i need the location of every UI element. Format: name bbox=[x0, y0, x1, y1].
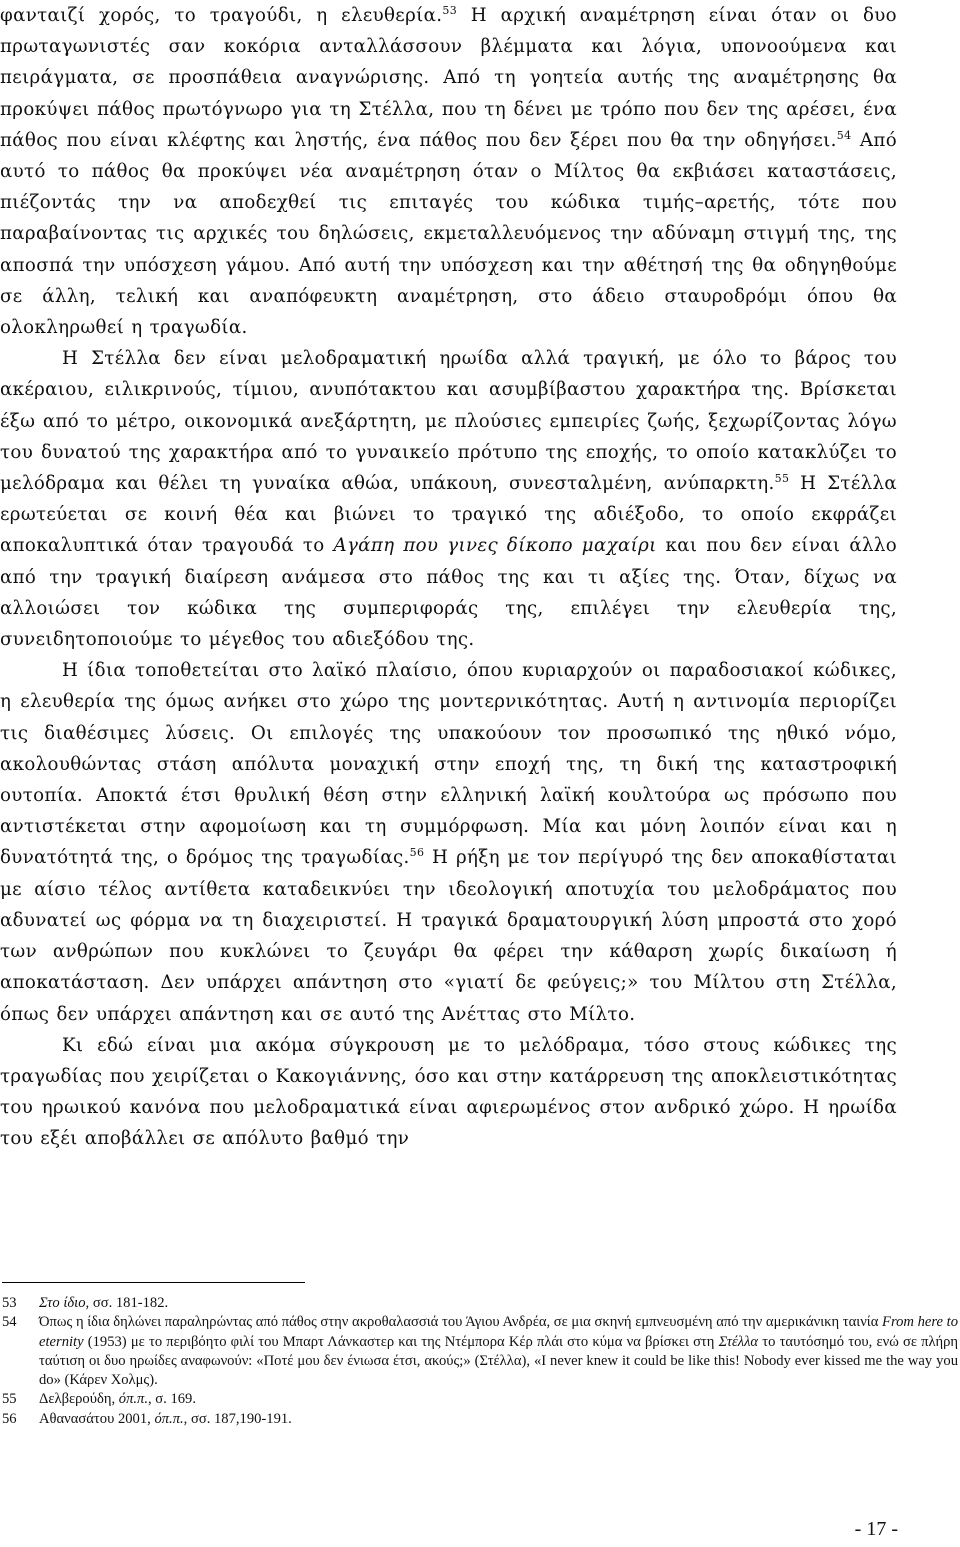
footnote-divider bbox=[2, 1282, 305, 1283]
footnote bbox=[0, 1390, 958, 1409]
footnote-text bbox=[39, 1410, 958, 1429]
text-run: , σσ. 187,190-191. bbox=[183, 1410, 292, 1427]
footnote-number: 56 bbox=[2, 1410, 17, 1427]
text-run: Κι εδώ είναι μια ακόμα σύγκρουση με το μελόδραμα, τόσο στους κώδικες της τραγωδίας που χειρίζεται ο Κακογιάννης, όσο και στην κατάρρευση της αποκλειστικότητας του ηρωικού κανόνα που μελοδραματικά είναι αφιερωμένος στον ανδρικό χώρο. Η ηρωίδα του εξέι αποβάλλει σε απόλυτο βαθμό την bbox=[0, 1034, 897, 1150]
footnote-number: 55 bbox=[2, 1391, 17, 1408]
italic-text: From here to eternity bbox=[39, 1314, 958, 1350]
footnote-number: 53 bbox=[2, 1295, 17, 1311]
footnote-ref: 54 bbox=[836, 128, 852, 142]
italic-text: Στο ίδιο bbox=[39, 1295, 86, 1311]
text-run: Η Στέλλα δεν είναι μελοδραματική ηρωίδα αλλά τραγική, με όλο το βάρος του ακέραιου, ειλικρινούς, τίμιου, ανυπότακτου και ασυμβίβαστου χαρακτήρα της. Βρίσκεται έξω από το μέτρο, οικονομικά ανεξάρτητη, με πλούσιες εμπειρίες ζωής, ξεχωρίζοντας λόγω του δυνατού της χαρακτήρα από το γυναικείο πρότυπο της εποχής, το οποίο κατακλύζει το μελόδραμα και θέλει τη γυναίκα αθώα, υπάκουη, συνεσταλμένη, ανύπαρκτη. bbox=[0, 348, 897, 495]
text-run: , σ. 169. bbox=[147, 1391, 196, 1408]
paragraph bbox=[0, 0, 897, 343]
paragraph bbox=[0, 655, 897, 1029]
italic-text: όπ.π. bbox=[118, 1391, 148, 1408]
footnote-ref: 55 bbox=[774, 472, 790, 486]
text-run: Δελβερούδη, bbox=[39, 1391, 119, 1408]
footnote-number: 54 bbox=[2, 1314, 17, 1331]
text-run: Από αυτό το πάθος θα προκύψει νέα αναμέτρηση όταν ο Μίλτος θα εκβιάσει καταστάσεις, πιέζοντάς την να αποδεχθεί τις επιταγές του κώδικα τιμής–αρετής, τότε που παραβαίνοντας τις αρχικές του δηλώσεις, εκμεταλλευόμενος την αδύναμη στιγμή της, της αποσπά την υπόσχεση γάμου. Από αυτή την υπόσχεση και την αθέτησή της θα οδηγηθούμε σε άλλη, τελική και αναπόφευκτη αναμέτρηση, στο άδειο σταυροδρόμι όπου θα ολοκληρωθεί η τραγωδία. bbox=[0, 129, 897, 339]
text-run: (1953) με το περιβόητο φιλί του Μπαρτ Λάνκαστερ και της Ντέμπορα Κέρ πλάι στο κύμα να βρίσκει στη bbox=[83, 1333, 719, 1350]
italic-text: Αγάπη που γινες δίκοπο μαχαίρι bbox=[333, 535, 657, 557]
footnote-ref: 53 bbox=[442, 4, 458, 17]
text-run: Η ίδια τοποθετείται στο λαϊκό πλαίσιο, όπου κυριαρχούν οι παραδοσιακοί κώδικες, η ελευθερία της όμως ανήκει στο χώρο της μοντερνικότητας. Αυτή η αντινομία περιορίζει τις διαθέσιμες λύσεις. Οι επιλογές της υπακούουν τον προσωπικό της ηθικό νόμο, ακολουθώντας στάση απόλυτα μοναχική στην εποχή της, τη δική της καταστροφική ουτοπία. Αποκτά έτσι θρυλική θέση στην ελληνική λαϊκή κουλτούρα ως πρόσωπο που αντιστέκεται στην αφομοίωση και τη συμμόρφωση. Μία και μόνη λοιπόν είναι και η δυνατότητά της, ο δρόμος της τραγωδίας. bbox=[0, 660, 897, 869]
footnote bbox=[0, 1410, 958, 1429]
text-run: και που δεν είναι άλλο από την τραγική διαίρεση ανάμεσα στο πάθος της και τι αξίες της. Όταν, δίχως να αλλοιώσει τον κώδικα της συμπεριφοράς της, επιλέγει την ελευθερία της, συνειδητοποιούμε το μέγεθος του αδιεξόδου της. bbox=[0, 535, 898, 651]
footnote-text bbox=[39, 1313, 958, 1390]
text-run: Αθανασάτου 2001, bbox=[39, 1410, 155, 1427]
footnote-text bbox=[39, 1390, 958, 1409]
footnotes bbox=[0, 1294, 958, 1429]
italic-text: Στέλλα bbox=[718, 1333, 759, 1350]
page-number: - 17 - bbox=[854, 1518, 898, 1540]
text-run: Η ρήξη με τον περίγυρό της δεν αποκαθίσταται με αίσιο τέλος αντίθετα καταδεικνύει την ιδεολογική αποτυχία του μελοδράματος που αδυνατεί ως φόρμα να τη διαχειριστεί. Η τραγικά δραματουργική λύση μπροστά στο χορό των ανθρώπων που κυκλώνει το ζευγάρι θα φέρει την κάθαρση χωρίς δικαίωση ή αποκατάσταση. Δεν υπάρχει απάντηση στο «γιατί δε φεύγεις;» του Μίλτου στη Στέλλα, όπως δεν υπάρχει απάντηση και σε αυτό της Ανέττας στο Μίλτο. bbox=[0, 847, 897, 1025]
italic-text: όπ.π. bbox=[154, 1410, 184, 1427]
footnote-ref: 56 bbox=[409, 846, 425, 860]
paragraph bbox=[0, 1030, 897, 1155]
text-run: Όπως η ίδια δηλώνει παραληρώντας από πάθος στην ακροθαλασσιά του Άγιου Ανδρέα, σε μια σκηνή εμπνευσμένη από την αμερικάνικη ταινία bbox=[39, 1314, 883, 1331]
text-run: το ταυτόσημό του, ενώ σε πλήρη ταύτιση οι δυο ηρωίδες αναφωνούν: «Ποτέ μου δεν ένιωσα έτσι, ακούς;» (Στέλλα), «I never knew it could be like this! Nobody ever kissed me the way you do» (Κάρεν Χολμς). bbox=[39, 1333, 959, 1389]
footnote bbox=[0, 1294, 958, 1313]
paragraph bbox=[0, 343, 897, 655]
text-run: , σσ. 181-182. bbox=[85, 1295, 169, 1311]
text-run: Η Στέλλα ερωτεύεται σε κοινή θέα και βιώνει το τραγικό της αδιέξοδο, το οποίο εκφράζει αποκαλυπτικά όταν τραγουδά το bbox=[0, 473, 897, 557]
footnote bbox=[0, 1313, 958, 1390]
footnote-text bbox=[39, 1294, 958, 1313]
text-run: Η αρχική αναμέτρηση είναι όταν οι δυο πρωταγωνιστές σαν κοκόρια ανταλλάσσουν βλέμματα και λόγια, υπονοούμενα και πειράγματα, σε προσπάθεια αναγνώρισης. Από τη γοητεία αυτής της αναμέτρησης θα προκύψει πάθος πρωτόγνωρο για τη Στέλλα, που τη δένει με τρόπο που δεν της αρέσει, ένα πάθος που είναι κλέφτης και ληστής, ένα πάθος που δεν ξέρει που θα την οδηγήσει. bbox=[0, 5, 897, 151]
text-run: φανταιζί χορός, το τραγούδι, η ελευθερία. bbox=[0, 5, 443, 26]
